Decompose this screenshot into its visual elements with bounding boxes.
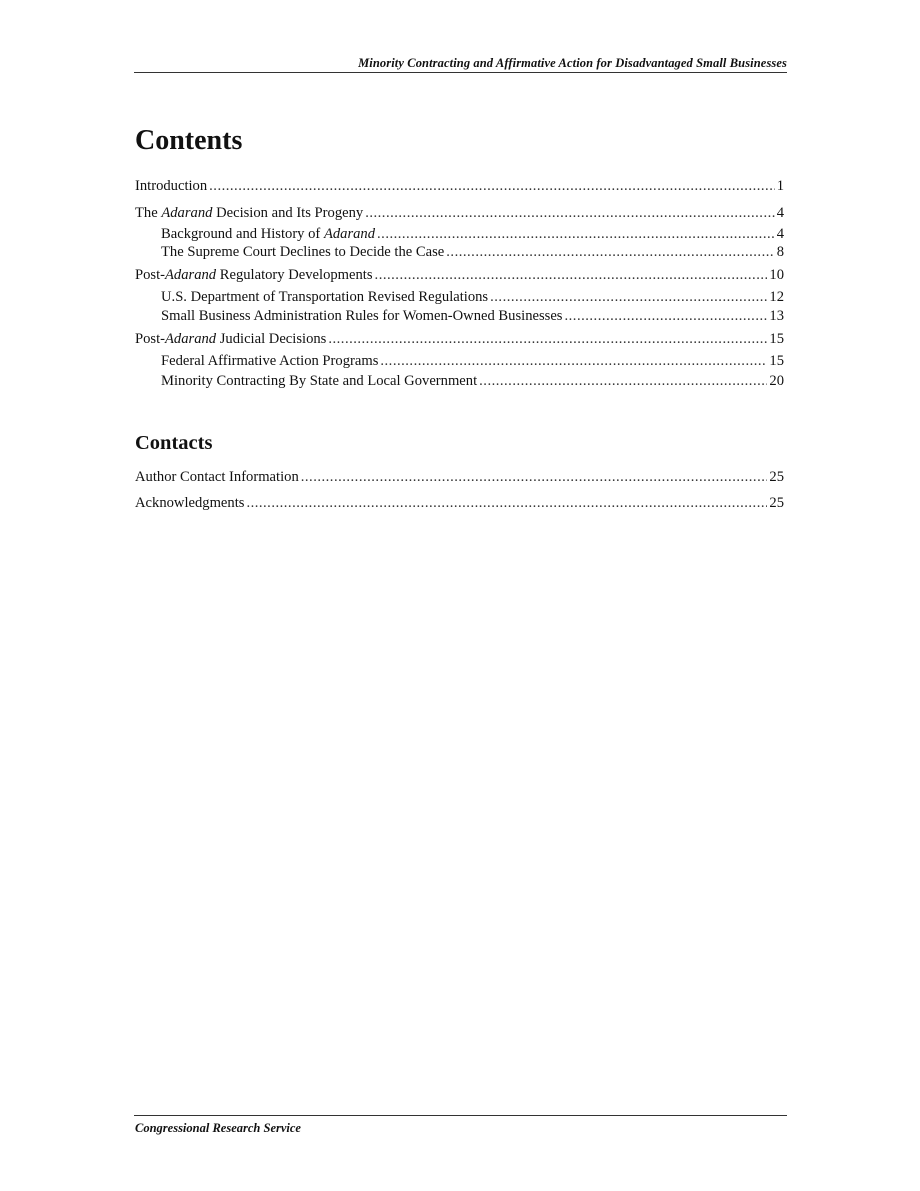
toc-entry-supreme-court-declines[interactable] [161,242,784,262]
toc-page-number: 25 [769,469,784,485]
toc-entry-introduction[interactable] [135,176,784,196]
dot-leader [365,203,775,223]
toc-page-number: 20 [769,373,784,389]
dot-leader [479,371,767,391]
footer-text: Congressional Research Service [135,1121,301,1135]
toc-entry-federal-programs[interactable] [161,351,784,371]
dot-leader [490,287,767,307]
toc-page-number: 8 [776,244,784,260]
dot-leader [380,351,767,371]
dot-leader [209,176,775,196]
toc-page-number: 15 [769,353,784,369]
toc-entry-state-local-contracting[interactable] [161,371,784,391]
contacts-title: Contacts [135,432,213,454]
toc-entry-judicial-decisions[interactable] [135,329,784,349]
toc-entry-text: The Supreme Court Declines to Decide the Case [161,244,445,260]
toc-entry-acknowledgments[interactable] [135,493,784,513]
running-header: Minority Contracting and Affirmative Action for Disadvantaged Small Businesses [358,56,787,70]
footer-rule [134,1115,787,1116]
toc-page-number: 15 [769,331,784,347]
dot-leader [377,224,775,244]
toc-entry-text: Small Business Administration Rules for Women-Owned Businesses [161,308,563,324]
toc-entry-text: Minority Contracting By State and Local Government [161,373,478,389]
dot-leader [446,242,774,262]
toc-page-number: 1 [776,178,784,194]
toc-entry-text: Acknowledgments [135,495,245,511]
toc-page-number: 25 [769,495,784,511]
dot-leader [301,467,768,487]
toc-entry-author-contact[interactable] [135,467,784,487]
toc-entry-dot-regulations[interactable] [161,287,784,307]
dot-leader [375,265,768,285]
header-rule [134,72,787,73]
toc-entry-text: U.S. Department of Transportation Revised Regulations [161,289,489,305]
dot-leader [565,306,768,326]
toc-entry-text: The Adarand Decision and Its Progeny [135,205,364,221]
toc-entry-adarand-decision[interactable] [135,203,784,223]
toc-page-number: 12 [769,289,784,305]
dot-leader [328,329,767,349]
toc-page-number: 10 [769,267,784,283]
toc-page-number: 13 [769,308,784,324]
toc-entry-background-history[interactable] [161,224,784,244]
toc-entry-text: Author Contact Information [135,469,299,485]
toc-entry-text: Background and History of Adarand [161,226,376,242]
toc-entry-sba-rules[interactable] [161,306,784,326]
contents-title: Contents [135,125,243,156]
toc-entry-text: Introduction [135,178,208,194]
toc-page-number: 4 [776,205,784,221]
toc-entry-text: Post-Adarand Judicial Decisions [135,331,327,347]
toc-page-number: 4 [776,226,784,242]
dot-leader [246,493,767,513]
toc-entry-regulatory-developments[interactable] [135,265,784,285]
toc-entry-text: Post-Adarand Regulatory Developments [135,267,373,283]
toc-entry-text: Federal Affirmative Action Programs [161,353,379,369]
